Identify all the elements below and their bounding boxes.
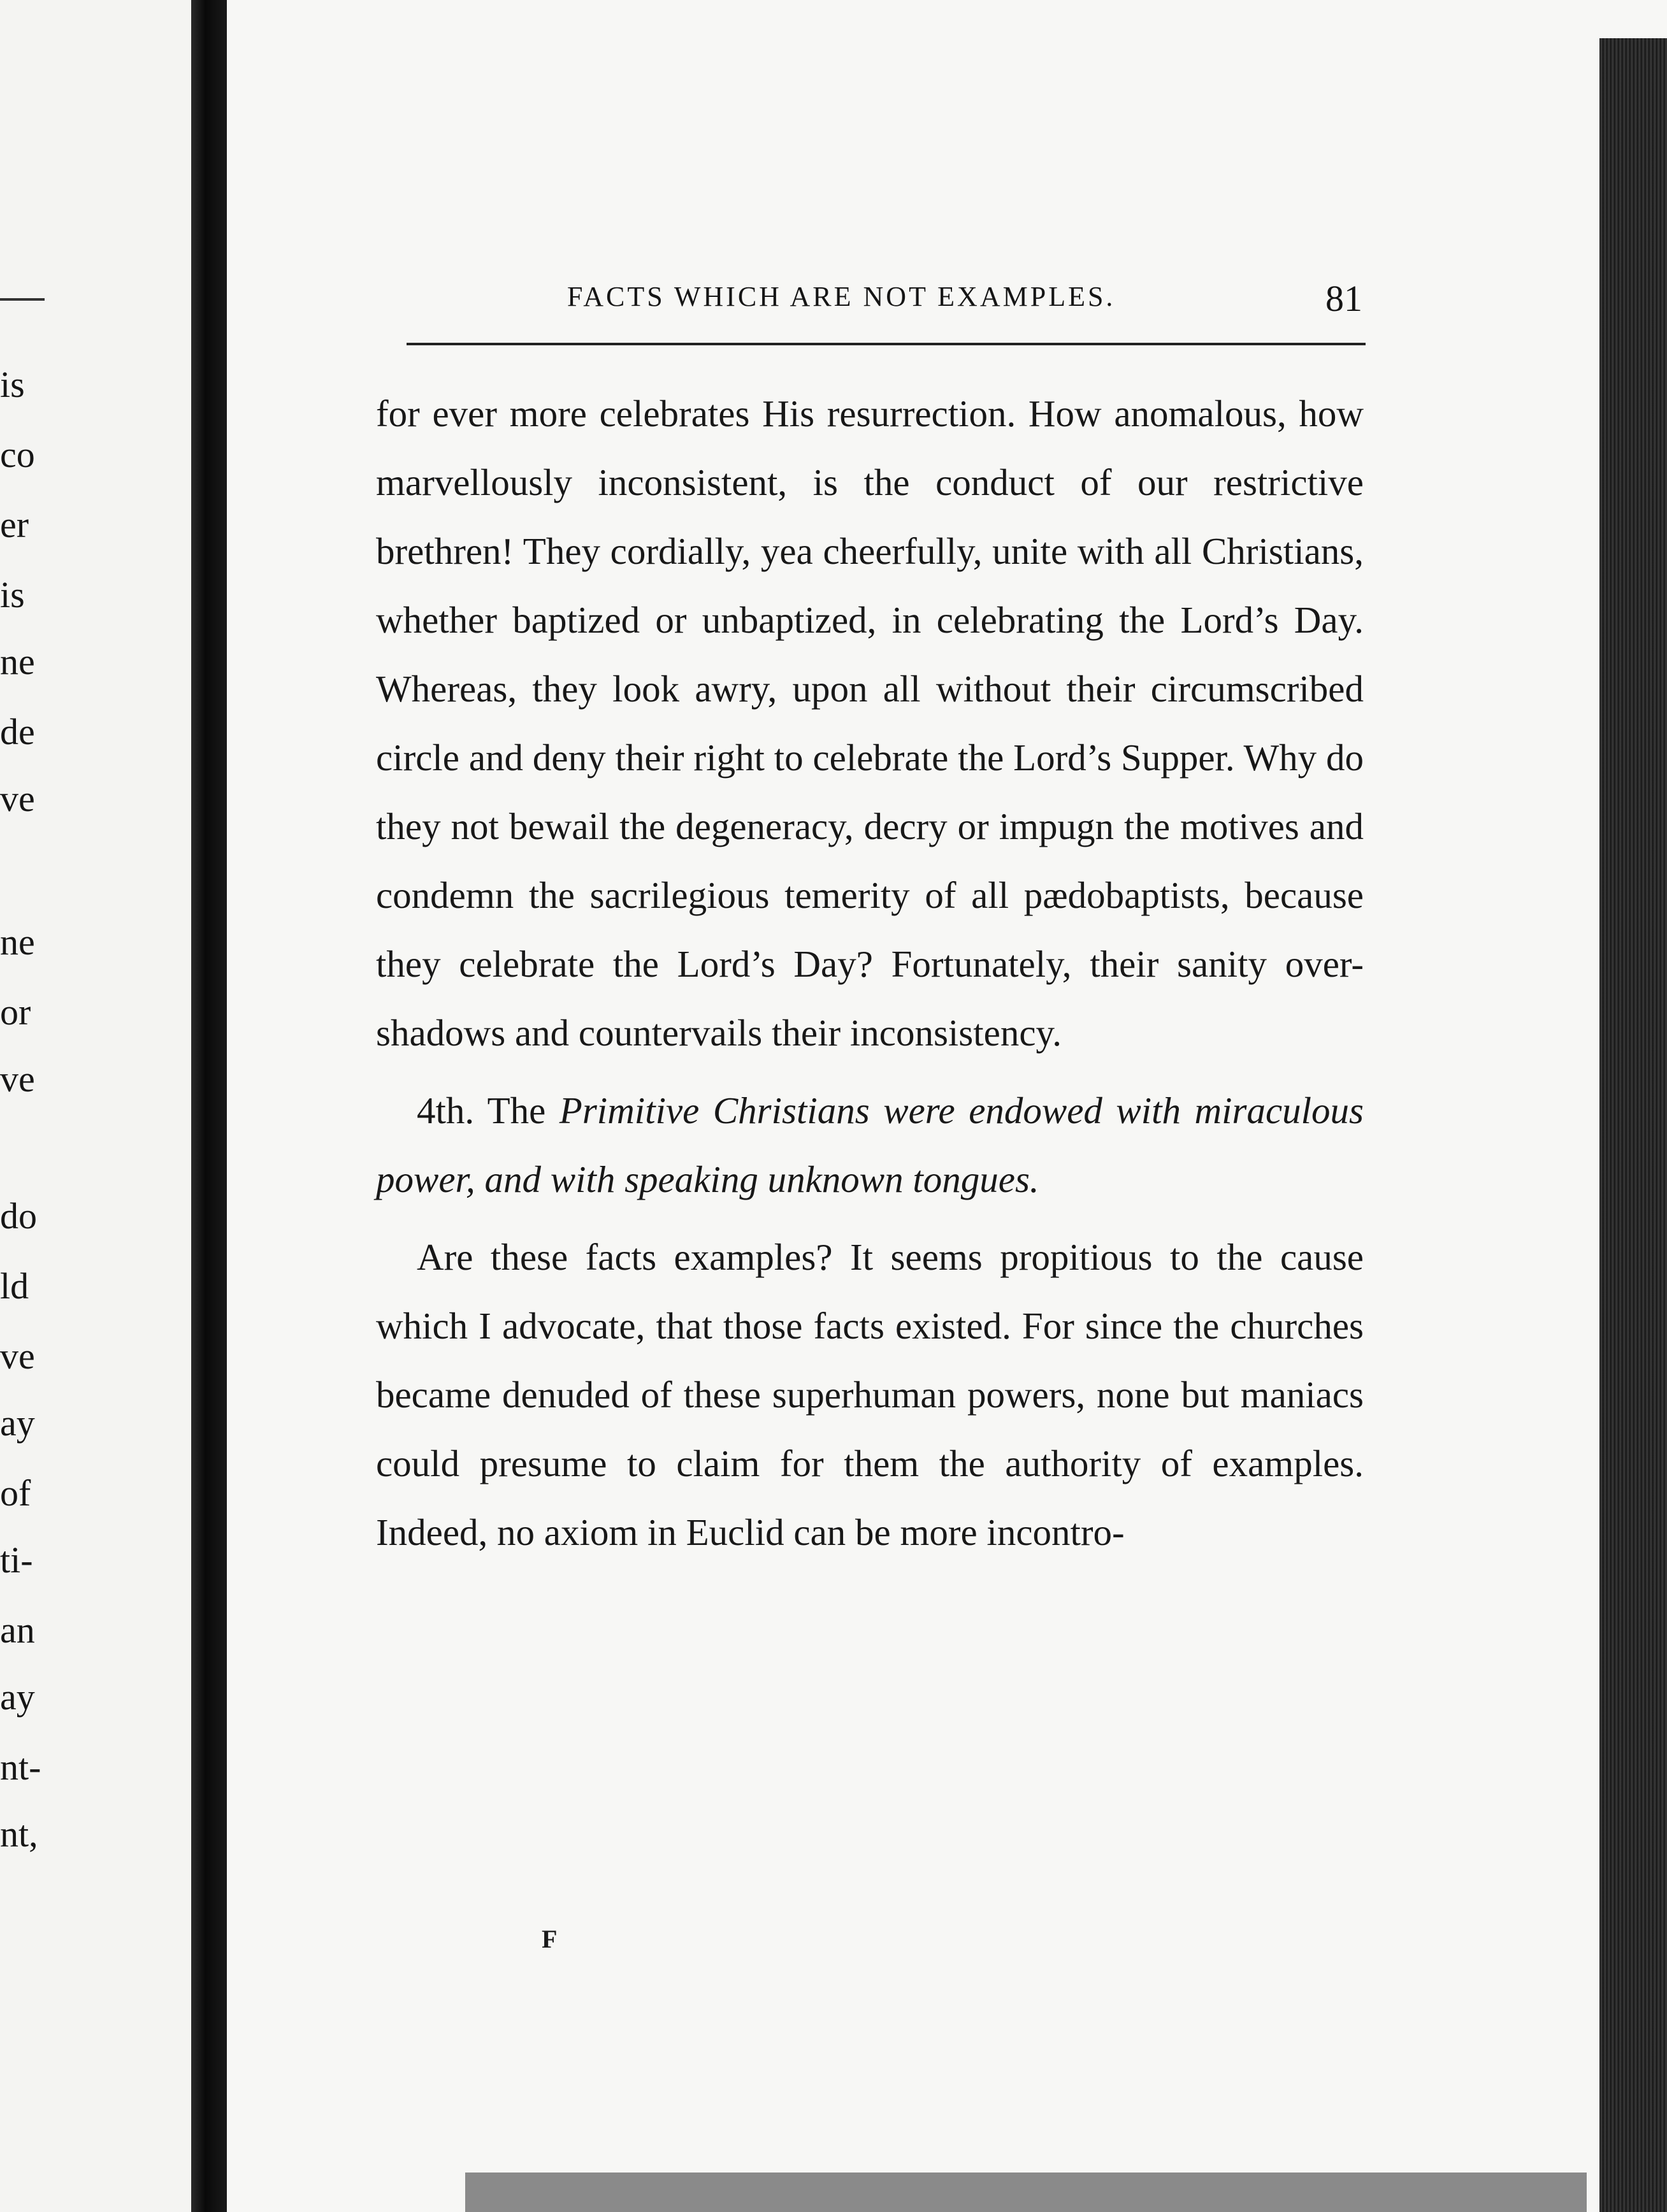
left-page-fragment: ti-	[0, 1539, 33, 1581]
paragraph-2-italic: Primitive Christians were endowed with miraculous power, and with speaking unknown tongues.	[376, 1089, 1364, 1200]
running-head: FACTS WHICH ARE NOT EXAMPLES.	[567, 281, 1116, 312]
paragraph-2	[376, 1076, 1364, 1214]
left-page	[0, 0, 191, 2212]
left-page-fragment: ne	[0, 921, 35, 963]
left-page-fragment: is	[0, 364, 25, 405]
left-page-fragment: nt,	[0, 1813, 38, 1855]
paragraph-2-the: The	[487, 1089, 546, 1131]
left-page-rule	[0, 298, 45, 301]
left-page-fragment: ve	[0, 778, 35, 819]
paragraph-2-number: 4th.	[417, 1089, 475, 1131]
left-page-fragment: co	[0, 434, 35, 475]
page-number: 81	[1325, 278, 1362, 319]
left-page-fragment: is	[0, 574, 25, 615]
left-page-fragment: do	[0, 1195, 37, 1237]
left-page-fragment: ne	[0, 641, 35, 682]
left-page-fragment: or	[0, 991, 31, 1033]
header-rule	[407, 343, 1366, 345]
left-page-fragment: ay	[0, 1402, 35, 1444]
left-page-fragment: er	[0, 504, 29, 545]
bottom-shadow	[465, 2172, 1587, 2212]
page-edges	[1599, 38, 1667, 2212]
book-gutter	[191, 0, 227, 2212]
paragraph-3: Are these facts examples? It seems propitious to the cause which I advocate, that those facts existed. For since the churches became denuded of these superhuman powers, none but maniacs could presume to claim for them the authority of examples. Indeed, no axiom in Euclid can be more incontro-	[376, 1236, 1364, 1553]
left-page-fragment: ve	[0, 1335, 35, 1377]
left-page-fragment: ve	[0, 1058, 35, 1100]
body-text	[376, 379, 1364, 1567]
left-page-fragment: nt-	[0, 1746, 41, 1788]
signature-mark: F	[542, 1925, 558, 1953]
left-page-fragment: ay	[0, 1676, 35, 1718]
paragraph-1: for ever more celebrates His resurrection. How anomalous, how marvellously inconsistent, is the conduct of our restrictive brethren! They cordially, yea cheerfully, unite with all Christians, whether baptized or unbaptized, in celebrating the Lord’s Day. Whereas, they look awry, upon all without their circumscribed circle and deny their right to celebrate the Lord’s Supper. Why do they not bewail the degeneracy, decry or impugn the motives and condemn the sacrilegious temerity of all pædobaptists, because they celebrate the Lord’s Day? Fortunately, their sanity over-shadows and countervails their inconsistency.	[376, 392, 1364, 1054]
left-page-fragment: of	[0, 1472, 31, 1514]
left-page-fragment: de	[0, 711, 35, 752]
left-page-fragment: ld	[0, 1265, 29, 1307]
left-page-fragment: an	[0, 1609, 35, 1651]
